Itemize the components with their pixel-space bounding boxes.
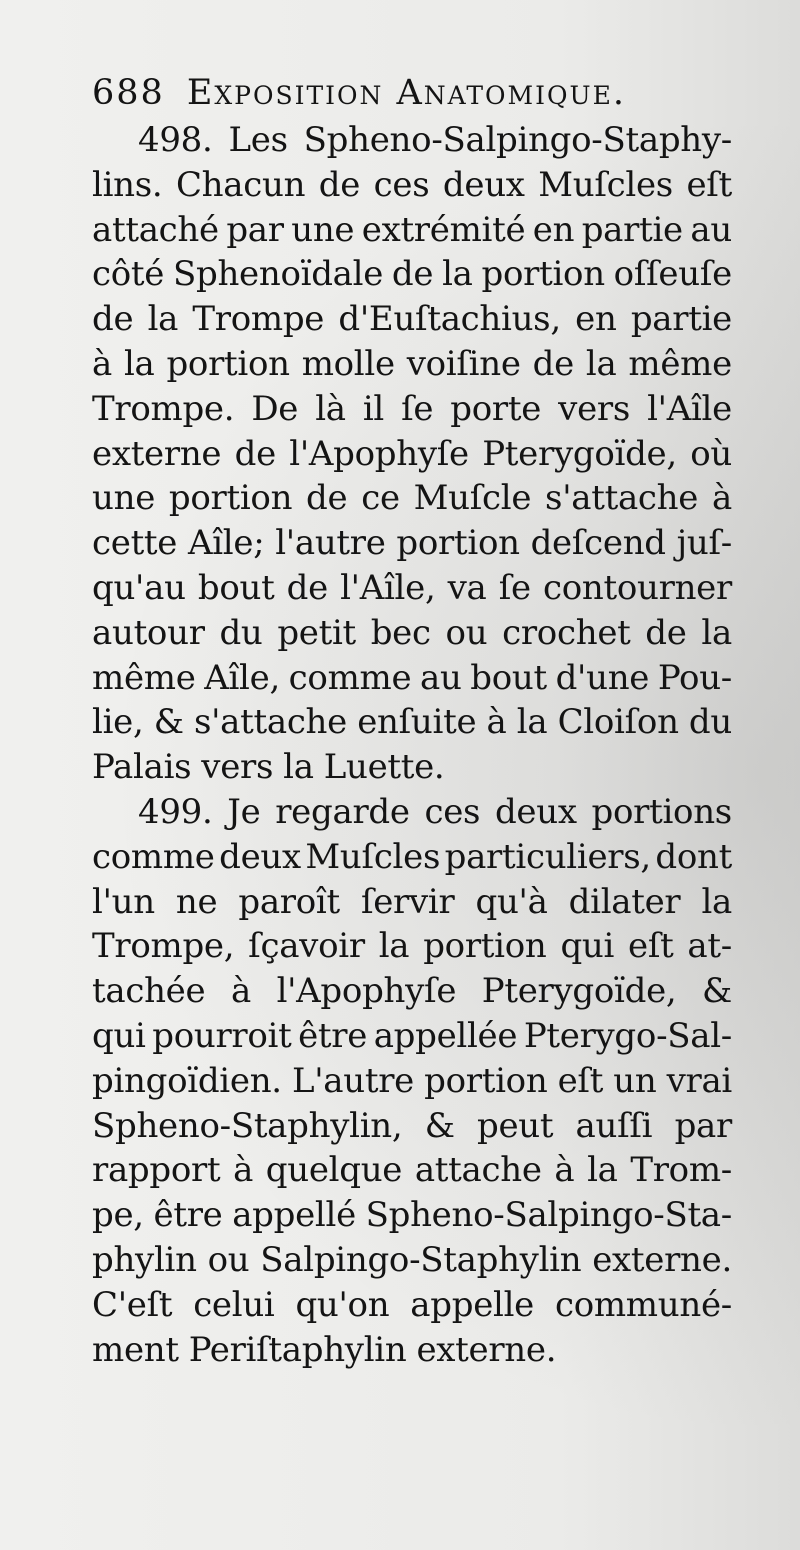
text-line: Spheno-Staphylin, & peut auſſi par	[92, 1105, 732, 1146]
body-text	[92, 118, 732, 1372]
text-line: lins. Chacun de ces deux Muſcles eſt	[92, 164, 732, 205]
text-line: ment Periſtaphylin externe.	[92, 1329, 557, 1370]
text-line: pingoïdien. L'autre portion eſt un vrai	[92, 1060, 732, 1101]
text-line: qui pourroit être appellée Pterygo-Sal-	[92, 1015, 732, 1056]
text-line: une portion de ce Muſcle s'attache à	[92, 478, 732, 519]
text-line: externe de l'Apophyſe Pterygoïde, où	[92, 433, 732, 474]
paragraph	[92, 118, 732, 790]
text-line: Trompe. De là il ſe porte vers l'Aîle	[92, 388, 732, 429]
text-block	[92, 68, 732, 1372]
text-line: C'eſt celui qu'on appelle communé-	[92, 1284, 732, 1325]
running-title: Exposition Anatomique.	[186, 73, 626, 113]
text-line: l'un ne paroît ſervir qu'à dilater la	[92, 881, 732, 922]
text-line: attaché par une extrémité en partie au	[92, 209, 732, 250]
text-line: tachée à l'Apophyſe Pterygoïde, &	[92, 971, 732, 1012]
text-line: de la Trompe d'Euſtachius, en partie	[92, 299, 732, 340]
text-line: lie, & s'attache enſuite à la Cloiſon du	[92, 702, 732, 743]
text-line: Trompe, ſçavoir la portion qui eſt at-	[92, 926, 732, 967]
text-line: côté Sphenoïdale de la portion oſſeuſe	[92, 254, 732, 295]
text-line: phylin ou Salpingo-Staphylin externe.	[92, 1239, 732, 1280]
text-line: même Aîle, comme au bout d'une Pou-	[92, 657, 732, 698]
text-line: 499. Je regarde ces deux portions	[138, 791, 732, 832]
text-line: rapport à quelque attache à la Trom-	[92, 1150, 732, 1191]
running-head	[92, 68, 732, 118]
text-line: à la portion molle voiſine de la même	[92, 343, 732, 384]
text-line: autour du petit bec ou crochet de la	[92, 612, 732, 653]
text-line: cette Aîle; l'autre portion deſcend juſ-	[92, 523, 732, 564]
page-number: 688	[92, 73, 165, 113]
text-line: comme deux Muſcles particuliers, dont	[92, 836, 732, 877]
text-line: pe, être appellé Spheno-Salpingo-Sta-	[92, 1195, 732, 1236]
text-line: 498. Les Spheno-Salpingo-Staphy-	[138, 120, 732, 160]
text-line: qu'au bout de l'Aîle, va ſe contourner	[92, 567, 732, 608]
text-line: Palais vers la Luette.	[92, 747, 445, 788]
paragraph	[92, 790, 732, 1372]
